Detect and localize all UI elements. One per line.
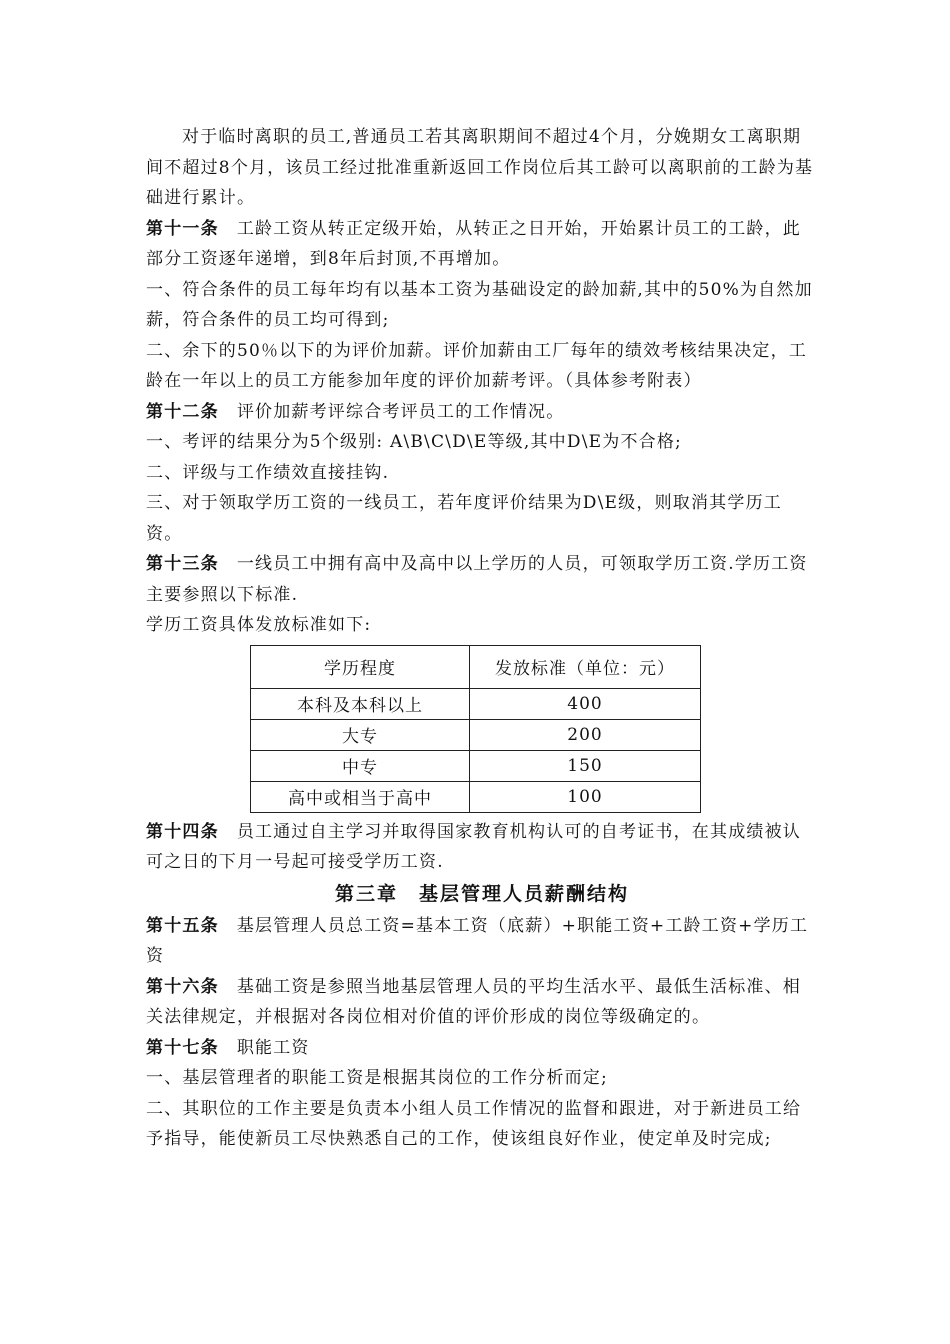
article-text: 员工通过自主学习并取得国家教育机构认可的自考证书，在其成绩被认可之日的下月一号起可接受学历工资. [146,821,802,872]
article-text: 基层管理人员总工资=基本工资（底薪）+职能工资+工龄工资+学历工资 [146,915,809,966]
article-text: 基础工资是参照当地基层管理人员的平均生活水平、最低生活标准、相关法律规定，并根据对各岗位相对价值的评价形成的岗位等级确定的。 [146,976,802,1027]
article-text: 职能工资 [236,1037,310,1058]
article-15 [146,911,818,972]
table-cell: 150 [470,750,701,781]
table-intro: 学历工资具体发放标准如下: [146,615,372,635]
table-cell: 高中或相当于高中 [251,781,470,812]
article-11 [146,214,818,275]
article-12-item-1: 一、考评的结果分为5个级别: A\B\C\D\E等级,其中D\E为不合格; [146,432,682,452]
table-row [251,781,701,812]
article-label: 第十六条 [146,976,219,997]
paragraph-leave-service: 对于临时离职的员工,普通员工若其离职期间不超过4个月，分娩期女工离职期间不超过8个月，该员工经过批准重新返回工作岗位后其工龄可以离职前的工龄为基础进行累计。 [146,127,814,208]
article-12 [146,397,818,428]
article-13 [146,549,818,610]
document-body [146,122,818,1155]
article-text: 工龄工资从转正定级开始，从转正之日开始，开始累计员工的工龄，此部分工资逐年递增，到8年后封顶,不再增加。 [146,218,802,269]
article-label: 第十七条 [146,1037,219,1058]
table-row [251,688,701,719]
table-header-row [251,645,701,688]
article-12-item-3: 三、对于领取学历工资的一线员工，若年度评价结果为D\E级，则取消其学历工资。 [146,493,782,544]
article-17-item-2: 二、其职位的工作主要是负责本小组人员工作情况的监督和跟进，对于新进员工给予指导，能使新员工尽快熟悉自己的工作，使该组良好作业，使定单及时完成; [146,1098,802,1149]
table-cell: 大专 [251,719,470,750]
table-cell: 400 [470,688,701,719]
table-row [251,719,701,750]
article-17 [146,1033,818,1064]
article-17-item-1: 一、基层管理者的职能工资是根据其岗位的工作分析而定; [146,1068,608,1088]
article-label: 第十五条 [146,915,219,936]
article-11-item-2: 二、余下的50％以下的为评价加薪。评价加薪由工厂每年的绩效考核结果决定，工龄在一年以上的员工方能参加年度的评价加薪考评。（具体参考附表） [146,340,808,391]
table-row [251,750,701,781]
table-cell: 100 [470,781,701,812]
article-label: 第十一条 [146,218,219,239]
table-cell: 200 [470,719,701,750]
article-11-item-1: 一、符合条件的员工每年均有以基本工资为基础设定的龄加薪,其中的50%为自然加薪，符合条件的员工均可得到; [146,279,813,330]
article-label: 第十三条 [146,554,219,574]
chapter-heading: 第三章 基层管理人员薪酬结构 [334,882,629,905]
article-12-item-2: 二、评级与工作绩效直接挂钩. [146,462,390,483]
table-cell: 本科及本科以上 [251,688,470,719]
table-cell: 中专 [251,750,470,781]
article-text: 一线员工中拥有高中及高中以上学历的人员，可领取学历工资.学历工资主要参照以下标准. [146,554,808,605]
table-header-cell: 发放标准（单位：元） [470,645,701,688]
article-label: 第十四条 [146,821,219,842]
article-text: 评价加薪考评综合考评员工的工作情况。 [236,401,565,422]
education-wage-table [250,645,701,813]
table-header-cell: 学历程度 [251,645,470,688]
article-14 [146,817,818,878]
article-16 [146,972,818,1033]
article-label: 第十二条 [146,401,219,422]
